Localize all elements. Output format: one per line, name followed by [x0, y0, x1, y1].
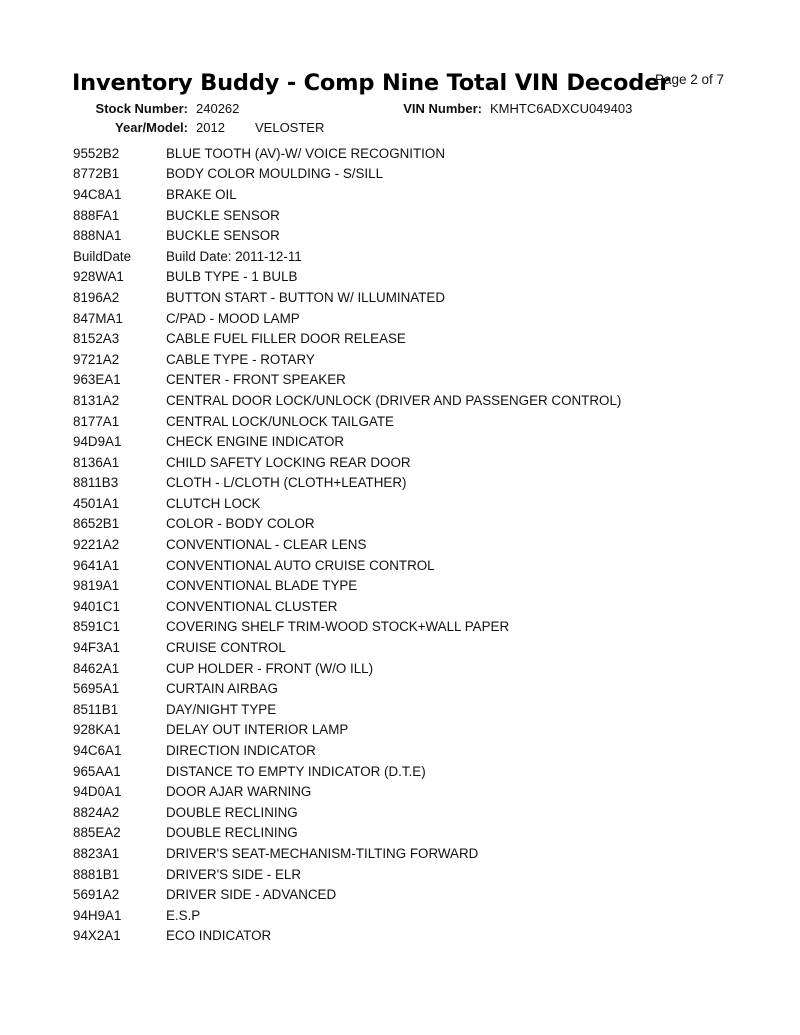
option-description: C/PAD - MOOD LAMP — [166, 310, 300, 326]
option-description: BUCKLE SENSOR — [166, 228, 280, 244]
option-row — [73, 658, 753, 679]
option-description: ECO INDICATOR — [166, 928, 272, 944]
option-code: 94F3A1 — [73, 640, 120, 656]
option-description: DAY/NIGHT TYPE — [166, 701, 277, 717]
option-description: CABLE FUEL FILLER DOOR RELEASE — [166, 331, 406, 347]
year-model-label: Year/Model: — [115, 120, 188, 135]
option-row — [73, 699, 753, 720]
option-code: 94C6A1 — [73, 743, 122, 759]
option-row — [73, 411, 753, 432]
vin-number-value: KMHTC6ADXCU049403 — [490, 101, 633, 116]
option-code: 8881B1 — [73, 866, 120, 882]
option-description: CENTRAL DOOR LOCK/UNLOCK (DRIVER AND PASSENGER CONTROL) — [166, 392, 622, 408]
option-code: 94D0A1 — [73, 784, 122, 800]
option-description: BLUE TOOTH (AV)-W/ VOICE RECOGNITION — [166, 145, 445, 161]
option-code: 94H9A1 — [73, 907, 122, 923]
option-row — [73, 905, 753, 926]
option-row — [73, 761, 753, 782]
option-code: 9552B2 — [73, 145, 120, 161]
option-row — [73, 431, 753, 452]
vin-number-label: VIN Number: — [403, 101, 482, 116]
option-description: E.S.P — [166, 907, 201, 923]
option-description: CLUTCH LOCK — [166, 495, 261, 511]
option-code: 94D9A1 — [73, 434, 122, 450]
option-description: CLOTH - L/CLOTH (CLOTH+LEATHER) — [166, 475, 407, 491]
option-code: 94X2A1 — [73, 928, 121, 944]
option-code: 9401C1 — [73, 598, 120, 614]
option-code-list — [73, 143, 753, 946]
option-code: 5691A2 — [73, 887, 120, 903]
option-description: CABLE TYPE - ROTARY — [166, 351, 315, 367]
option-description: BULB TYPE - 1 BULB — [166, 269, 298, 285]
option-code: 8177A1 — [73, 413, 120, 429]
option-description: CONVENTIONAL BLADE TYPE — [166, 578, 358, 594]
option-code: 8652B1 — [73, 516, 120, 532]
option-description: DRIVER'S SEAT-MECHANISM-TILTING FORWARD — [166, 845, 479, 861]
option-code: 8462A1 — [73, 660, 120, 676]
option-code: 885EA2 — [73, 825, 121, 841]
option-code: 9221A2 — [73, 537, 120, 553]
option-description: BODY COLOR MOULDING - S/SILL — [166, 166, 384, 182]
option-code: 928WA1 — [73, 269, 124, 285]
option-code: 9641A1 — [73, 557, 120, 573]
option-row — [73, 370, 753, 391]
option-row — [73, 205, 753, 226]
option-description: BUTTON START - BUTTON W/ ILLUMINATED — [166, 289, 445, 305]
option-description: CHILD SAFETY LOCKING REAR DOOR — [166, 454, 411, 470]
option-row — [73, 781, 753, 802]
option-row — [73, 637, 753, 658]
option-code: 8823A1 — [73, 845, 120, 861]
option-description: DOUBLE RECLINING — [166, 825, 298, 841]
option-description: BRAKE OIL — [166, 186, 237, 202]
option-row — [73, 617, 753, 638]
option-description: CUP HOLDER - FRONT (W/O ILL) — [166, 660, 374, 676]
option-row — [73, 390, 753, 411]
option-code: 9819A1 — [73, 578, 120, 594]
option-row — [73, 308, 753, 329]
option-row — [73, 473, 753, 494]
option-code: 847MA1 — [73, 310, 123, 326]
option-code: 965AA1 — [73, 763, 121, 779]
option-row — [73, 926, 753, 947]
year-value: 2012 — [196, 120, 225, 135]
option-description: CONVENTIONAL AUTO CRUISE CONTROL — [166, 557, 435, 573]
option-row — [73, 802, 753, 823]
option-row — [73, 514, 753, 535]
option-code: 8772B1 — [73, 166, 120, 182]
option-row — [73, 328, 753, 349]
option-row — [73, 864, 753, 885]
option-code: 8824A2 — [73, 804, 120, 820]
option-row — [73, 267, 753, 288]
option-description: COVERING SHELF TRIM-WOOD STOCK+WALL PAPER — [166, 619, 510, 635]
option-code: 8152A3 — [73, 331, 120, 347]
option-code: 8136A1 — [73, 454, 120, 470]
option-description: DRIVER SIDE - ADVANCED — [166, 887, 337, 903]
option-description: Build Date: 2011-12-11 — [166, 248, 302, 264]
option-description: CONVENTIONAL - CLEAR LENS — [166, 537, 367, 553]
option-row — [73, 678, 753, 699]
option-description: CENTRAL LOCK/UNLOCK TAILGATE — [166, 413, 394, 429]
option-row — [73, 225, 753, 246]
option-row — [73, 164, 753, 185]
option-description: CONVENTIONAL CLUSTER — [166, 598, 338, 614]
option-row — [73, 720, 753, 741]
option-row — [73, 575, 753, 596]
option-row — [73, 555, 753, 576]
option-description: DOUBLE RECLINING — [166, 804, 298, 820]
option-code: 9721A2 — [73, 351, 120, 367]
option-row — [73, 287, 753, 308]
option-code: 4501A1 — [73, 495, 120, 511]
option-row — [73, 184, 753, 205]
option-description: DRIVER'S SIDE - ELR — [166, 866, 302, 882]
option-code: 8591C1 — [73, 619, 120, 635]
option-description: DISTANCE TO EMPTY INDICATOR (D.T.E) — [166, 763, 426, 779]
option-row — [73, 823, 753, 844]
option-description: CHECK ENGINE INDICATOR — [166, 434, 345, 450]
option-description: DELAY OUT INTERIOR LAMP — [166, 722, 349, 738]
option-code: 8511B1 — [73, 701, 119, 717]
option-row — [73, 884, 753, 905]
option-code: 928KA1 — [73, 722, 121, 738]
option-description: CURTAIN AIRBAG — [166, 681, 278, 697]
option-description: DOOR AJAR WARNING — [166, 784, 312, 800]
option-code: 888NA1 — [73, 228, 122, 244]
option-row — [73, 452, 753, 473]
option-code: 8131A2 — [73, 392, 120, 408]
option-row — [73, 534, 753, 555]
option-row — [73, 246, 753, 267]
option-row — [73, 843, 753, 864]
option-row — [73, 143, 753, 164]
stock-number-label: Stock Number: — [95, 101, 188, 116]
option-code: 8196A2 — [73, 289, 120, 305]
option-description: COLOR - BODY COLOR — [166, 516, 315, 532]
option-row — [73, 740, 753, 761]
option-row — [73, 493, 753, 514]
option-description: DIRECTION INDICATOR — [166, 743, 316, 759]
stock-number-value: 240262 — [196, 101, 240, 116]
option-code: 5695A1 — [73, 681, 120, 697]
option-description: BUCKLE SENSOR — [166, 207, 280, 223]
document-title: Inventory Buddy - Comp Nine Total VIN Decoder — [72, 70, 671, 96]
option-description: CRUISE CONTROL — [166, 640, 286, 656]
option-code: 888FA1 — [73, 207, 120, 223]
model-value: VELOSTER — [255, 120, 325, 135]
option-description: CENTER - FRONT SPEAKER — [166, 372, 346, 388]
page-number: Page 2 of 7 — [655, 72, 725, 87]
option-code: 963EA1 — [73, 372, 121, 388]
option-code: BuildDate — [73, 248, 132, 264]
option-row — [73, 596, 753, 617]
option-code: 8811B3 — [73, 475, 119, 491]
option-code: 94C8A1 — [73, 186, 122, 202]
option-row — [73, 349, 753, 370]
